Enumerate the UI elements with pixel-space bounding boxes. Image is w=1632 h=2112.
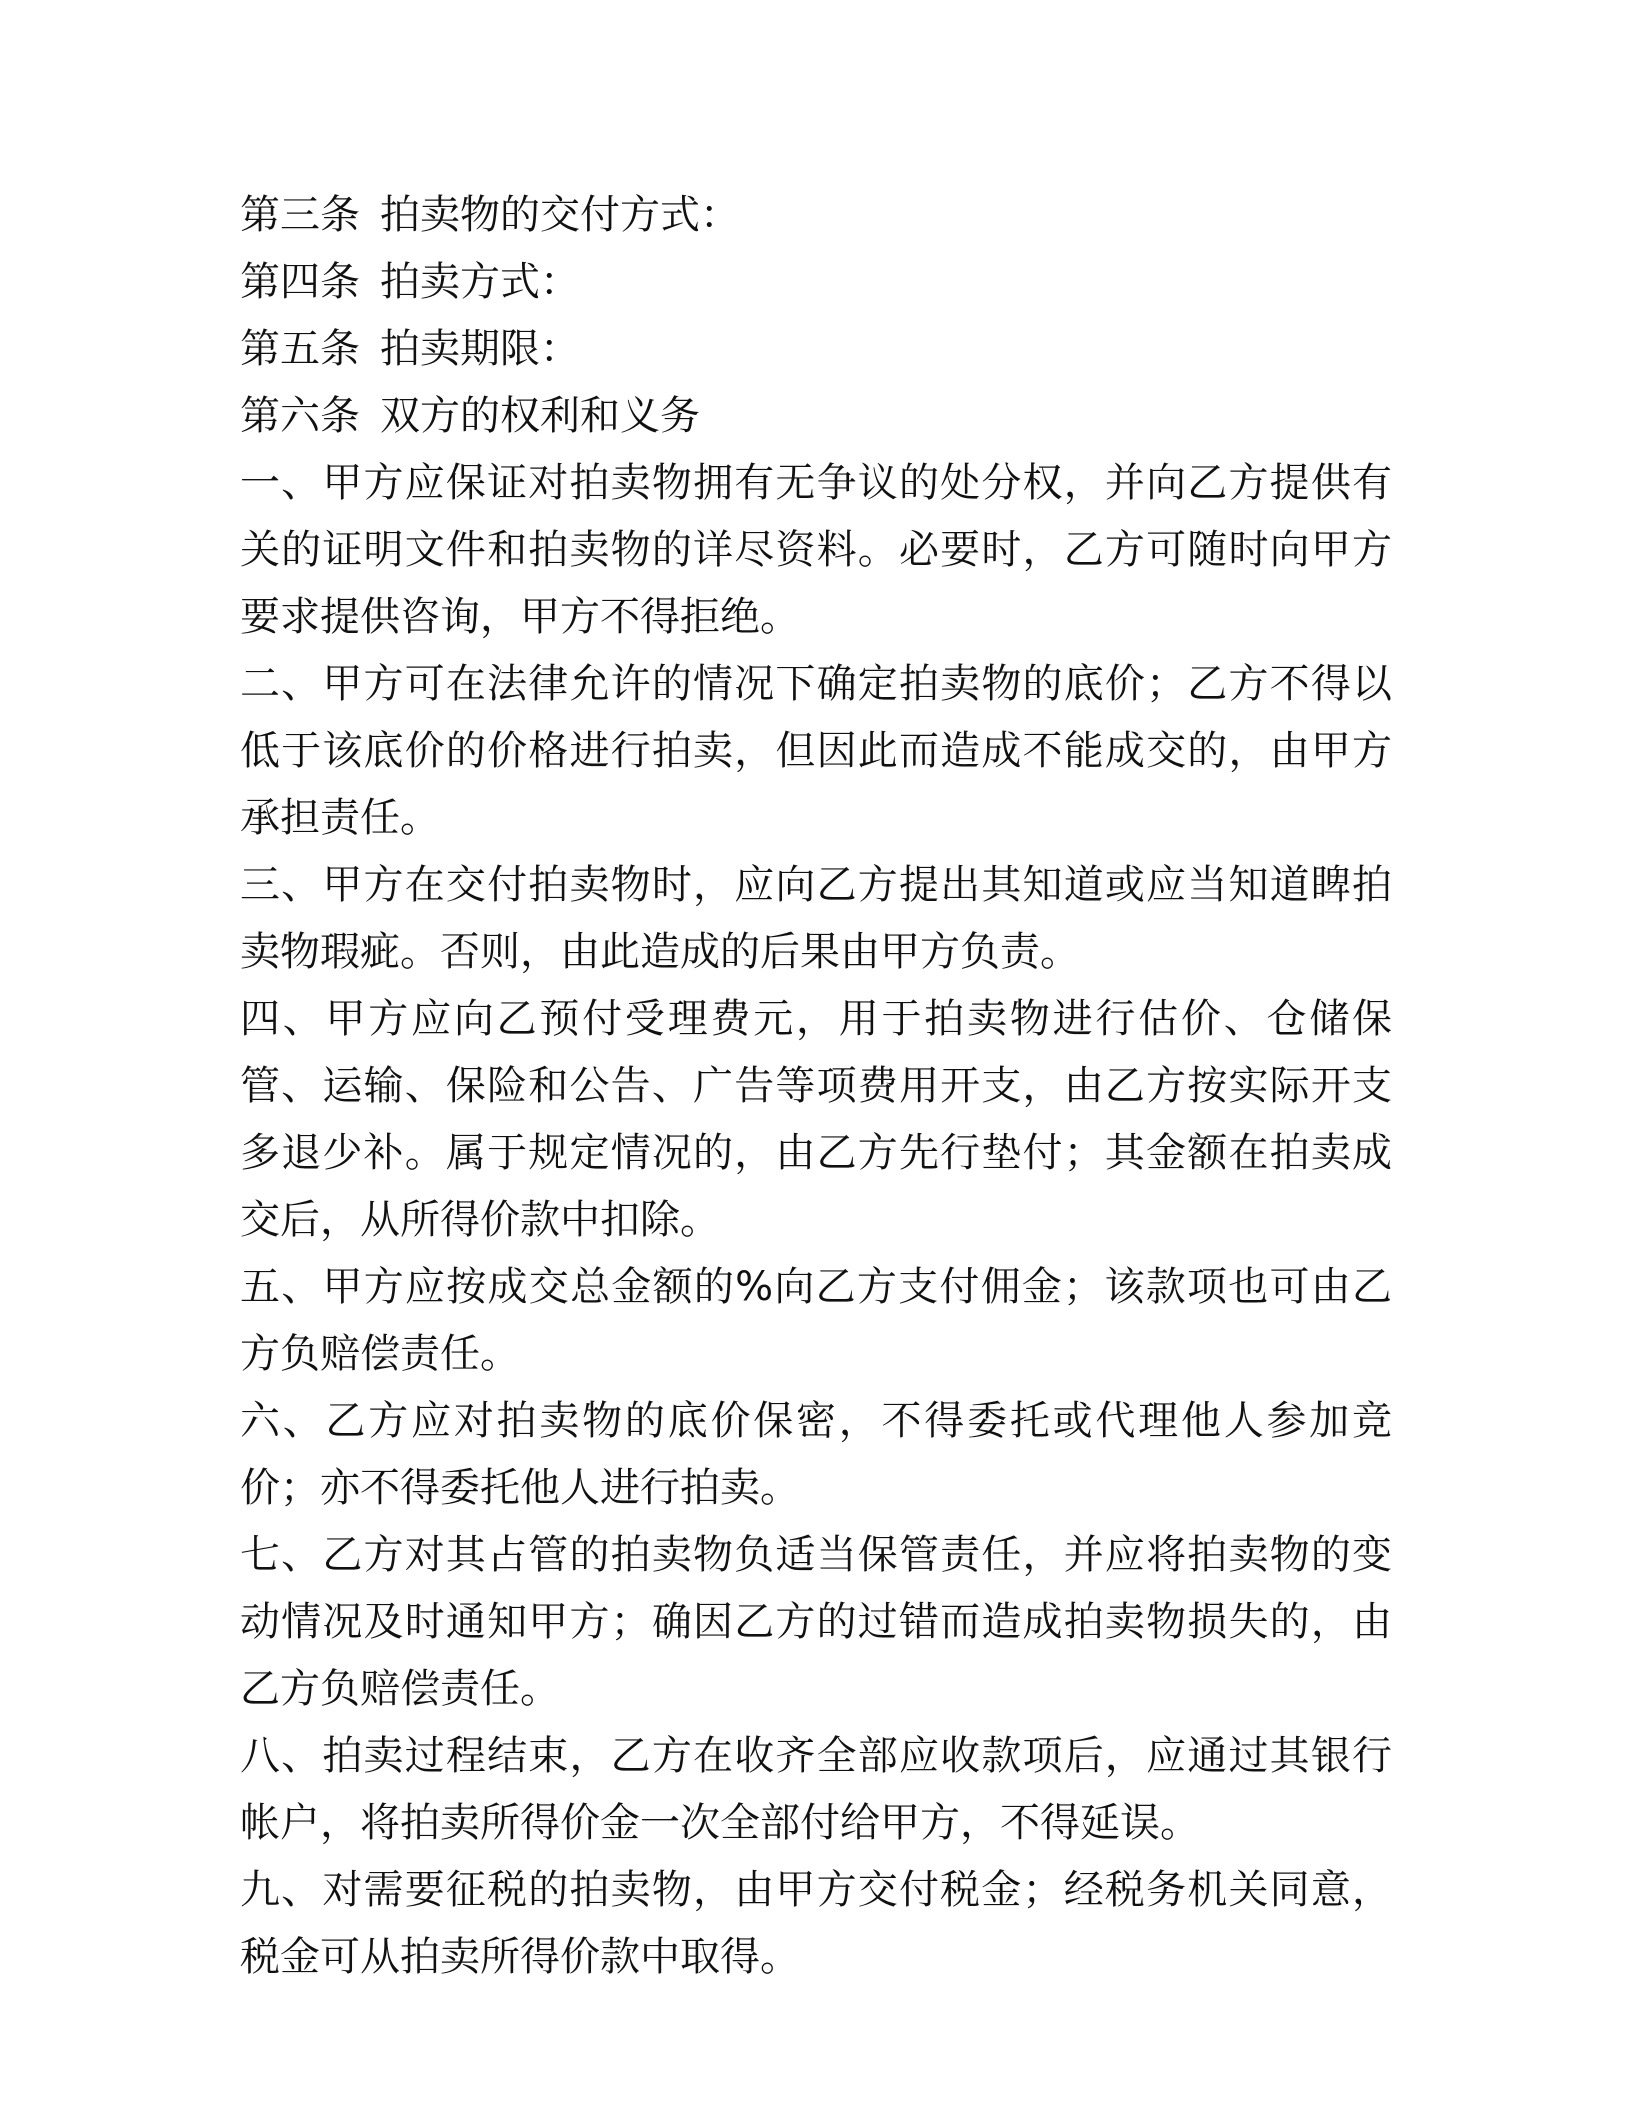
article-4 — [240, 249, 1392, 316]
article-text: 拍卖期限： — [380, 326, 580, 372]
clause-6: 六、乙方应对拍卖物的底价保密，不得委托或代理他人参加竞价；亦不得委托他人进行拍卖。 — [240, 1398, 1392, 1511]
article-3 — [240, 182, 1392, 249]
clause-7: 七、乙方对其占管的拍卖物负适当保管责任，并应将拍卖物的变动情况及时通知甲方；确因乙方的过错而造成拍卖物损失的，由乙方负赔偿责任。 — [240, 1532, 1392, 1712]
clause-5: 五、甲方应按成交总金额的%向乙方支付佣金；该款项也可由乙方负赔偿责任。 — [240, 1264, 1392, 1377]
clause-8: 八、拍卖过程结束，乙方在收齐全部应收款项后，应通过其银行帐户，将拍卖所得价金一次全部付给甲方，不得延误。 — [240, 1733, 1392, 1846]
article-6 — [240, 383, 1392, 450]
clause-1: 一、甲方应保证对拍卖物拥有无争议的处分权，并向乙方提供有关的证明文件和拍卖物的详尽资料。必要时，乙方可随时向甲方要求提供咨询，甲方不得拒绝。 — [240, 460, 1392, 640]
article-label: 第六条 — [240, 393, 360, 439]
document-body — [240, 182, 1392, 1991]
article-text: 拍卖物的交付方式： — [380, 192, 740, 238]
article-text: 拍卖方式： — [380, 259, 580, 305]
clause-2: 二、甲方可在法律允许的情况下确定拍卖物的底价；乙方不得以低于该底价的价格进行拍卖，但因此而造成不能成交的，由甲方承担责任。 — [240, 661, 1392, 841]
article-label: 第五条 — [240, 326, 360, 372]
clause-3: 三、甲方在交付拍卖物时，应向乙方提出其知道或应当知道睥拍卖物瑕疵。否则，由此造成的后果由甲方负责。 — [240, 862, 1392, 975]
clause-9: 九、对需要征税的拍卖物，由甲方交付税金；经税务机关同意，税金可从拍卖所得价款中取得。 — [240, 1867, 1392, 1980]
article-label: 第四条 — [240, 259, 360, 305]
article-label: 第三条 — [240, 192, 360, 238]
clause-4: 四、甲方应向乙预付受理费元，用于拍卖物进行估价、仓储保管、运输、保险和公告、广告等项费用开支，由乙方按实际开支多退少补。属于规定情况的，由乙方先行垫付；其金额在拍卖成交后，从所得价款中扣除。 — [240, 996, 1392, 1243]
article-text: 双方的权利和义务 — [380, 393, 700, 439]
article-5 — [240, 316, 1392, 383]
